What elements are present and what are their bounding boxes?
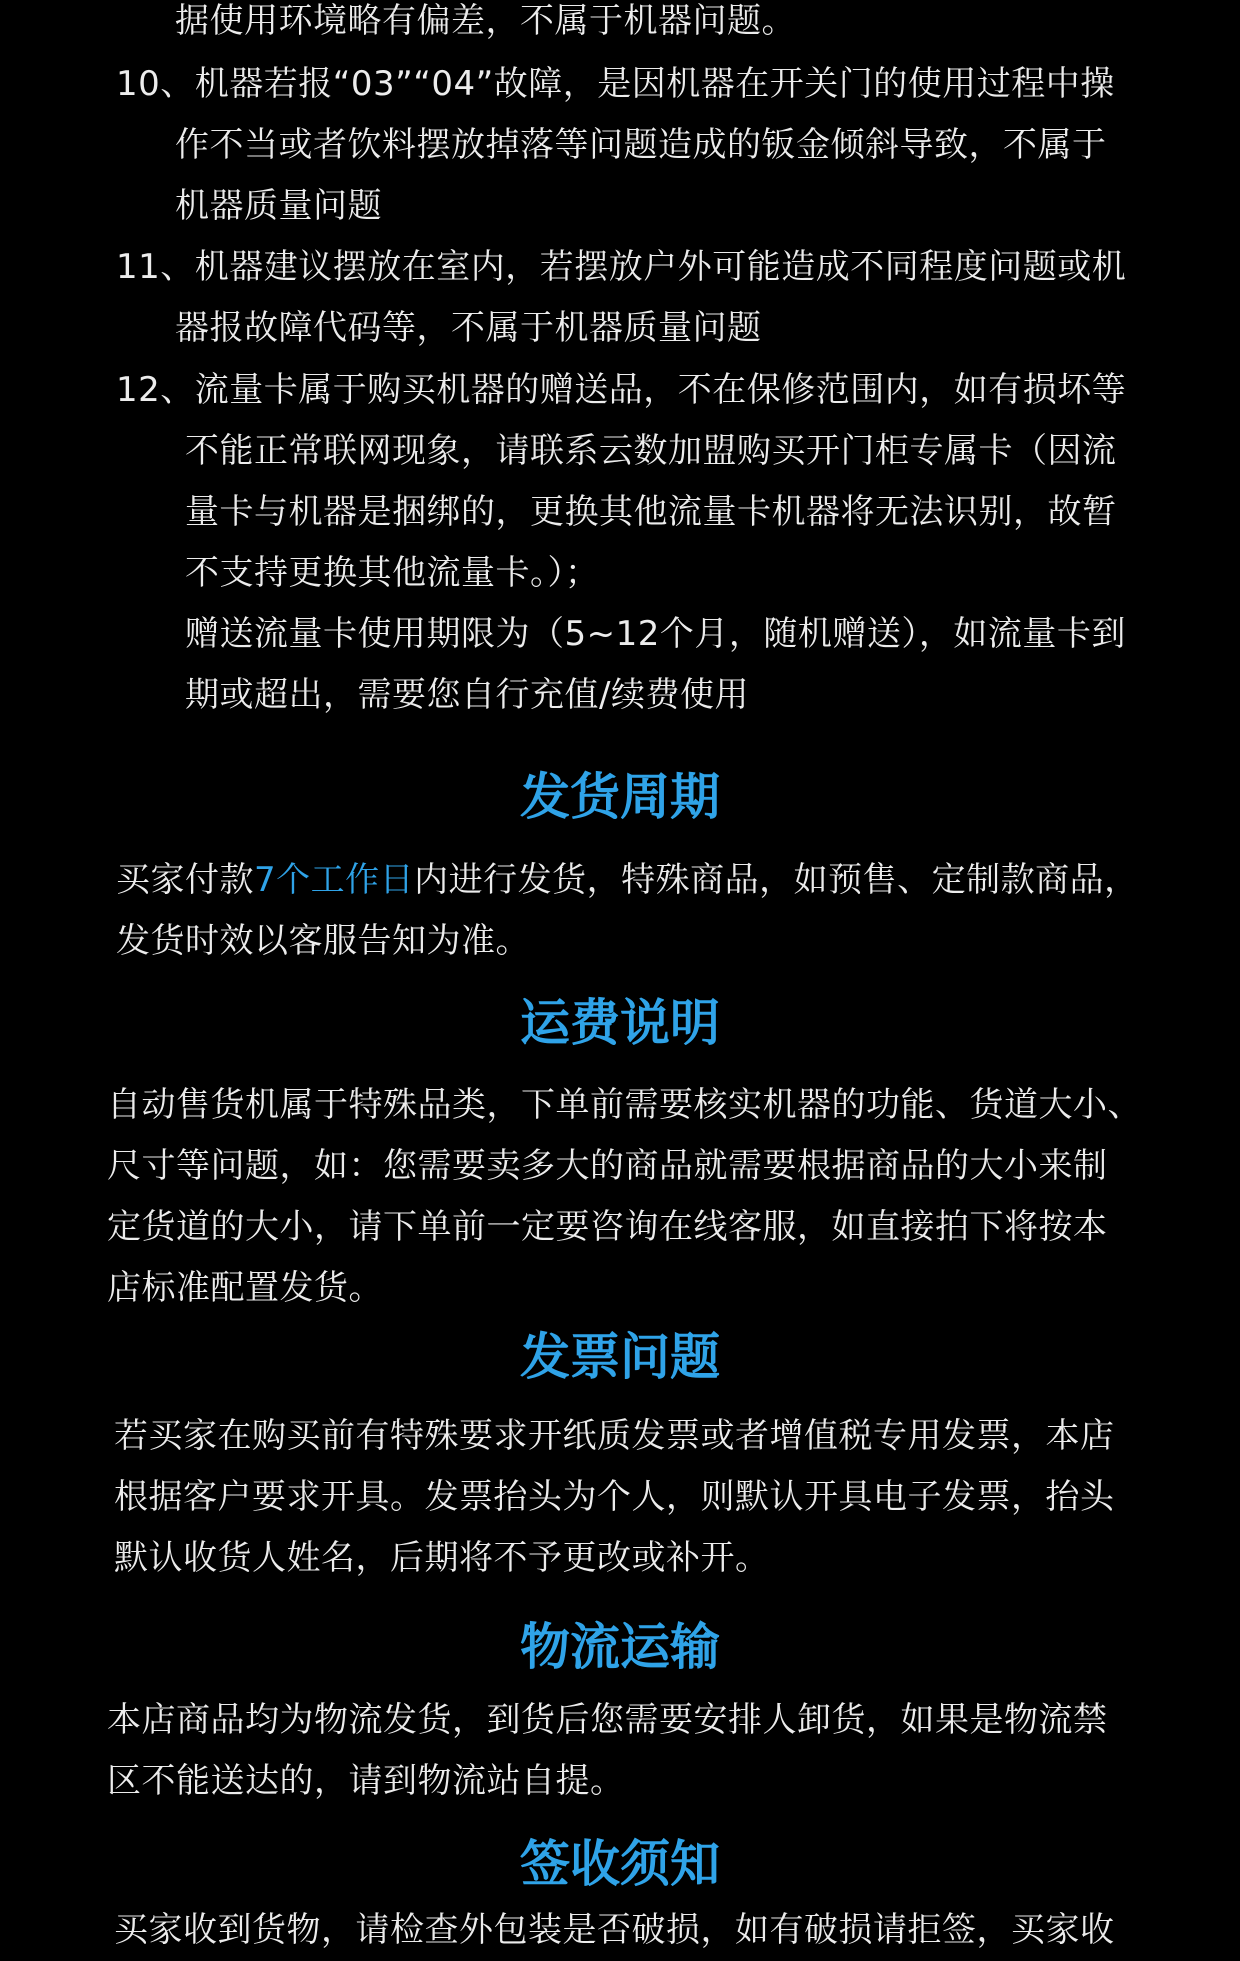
shipping-text-line-2: 发货时效以客服告知为准。: [116, 921, 530, 961]
term-item-12-line-2: 不能正常联网现象，请联系云数加盟购买开门柜专属卡（因流: [185, 431, 1117, 471]
term-item-11-line-1: 11、机器建议摆放在室内，若摆放户外可能造成不同程度问题或机: [116, 247, 1127, 287]
term-item-11-line-2: 器报故障代码等，不属于机器质量问题: [175, 308, 762, 348]
term-item-10: [116, 54, 1115, 237]
term-item-12-line-1: 12、流量卡属于购买机器的赠送品，不在保修范围内，如有损坏等: [116, 370, 1127, 410]
shipping-highlight: 7个工作日: [254, 860, 415, 900]
shipping-text-line-1: 买家付款7个工作日内进行发货，特殊商品，如预售、定制款商品，: [116, 860, 1139, 900]
logistics-text: [107, 1690, 1108, 1812]
invoice-text-line-1: 若买家在购买前有特殊要求开纸质发票或者增值税专用发票，本店: [114, 1416, 1115, 1456]
invoice-text-line-3: 默认收货人姓名，后期将不予更改或补开。: [114, 1538, 770, 1578]
freight-text-line-2: 尺寸等问题，如：您需要卖多大的商品就需要根据商品的大小来制: [107, 1146, 1108, 1186]
freight-heading: 运费说明: [520, 994, 720, 1052]
term-item-12-line-6: 期或超出，需要您自行充值/续费使用: [185, 675, 749, 715]
freight-text-line-3: 定货道的大小，请下单前一定要咨询在线客服，如直接拍下将按本: [107, 1207, 1108, 1247]
term-item-9-tail: 据使用环境略有偏差，不属于机器问题。: [175, 1, 796, 41]
term-item-12-line-5: 赠送流量卡使用期限为（5~12个月，随机赠送），如流量卡到: [185, 614, 1126, 654]
term-item-10-line-3: 机器质量问题: [175, 186, 382, 226]
invoice-heading: 发票问题: [520, 1328, 720, 1386]
shipping-heading: 发货周期: [520, 768, 720, 826]
freight-text: [107, 1075, 1142, 1319]
freight-text-line-4: 店标准配置发货。: [107, 1268, 383, 1308]
logistics-text-line-2: 区不能送达的，请到物流站自提。: [107, 1761, 625, 1801]
term-item-12-line-4: 不支持更换其他流量卡。）；: [185, 553, 600, 593]
term-item-12: [116, 360, 1126, 726]
receipt-heading: 签收须知: [520, 1835, 720, 1893]
freight-text-line-1: 自动售货机属于特殊品类，下单前需要核实机器的功能、货道大小、: [107, 1085, 1142, 1125]
shipping-text: [116, 850, 1139, 972]
logistics-heading: 物流运输: [520, 1618, 720, 1676]
invoice-text-line-2: 根据客户要求开具。发票抬头为个人，则默认开具电子发票，抬头: [114, 1477, 1115, 1517]
receipt-text: [114, 1900, 1115, 1961]
logistics-text-line-1: 本店商品均为物流发货，到货后您需要安排人卸货，如果是物流禁: [107, 1700, 1108, 1740]
term-item-10-line-2: 作不当或者饮料摆放掉落等问题造成的钣金倾斜导致，不属于: [175, 125, 1107, 165]
invoice-text: [114, 1406, 1115, 1589]
receipt-text-line-1: 买家收到货物，请检查外包装是否破损，如有破损请拒签，买家收: [114, 1910, 1115, 1950]
term-item-11: [116, 237, 1126, 359]
term-item-12-line-3: 量卡与机器是捆绑的，更换其他流量卡机器将无法识别，故暂: [185, 492, 1117, 532]
term-item-10-line-1: 10、机器若报“03”“04”故障，是因机器在开关门的使用过程中操: [116, 64, 1115, 104]
